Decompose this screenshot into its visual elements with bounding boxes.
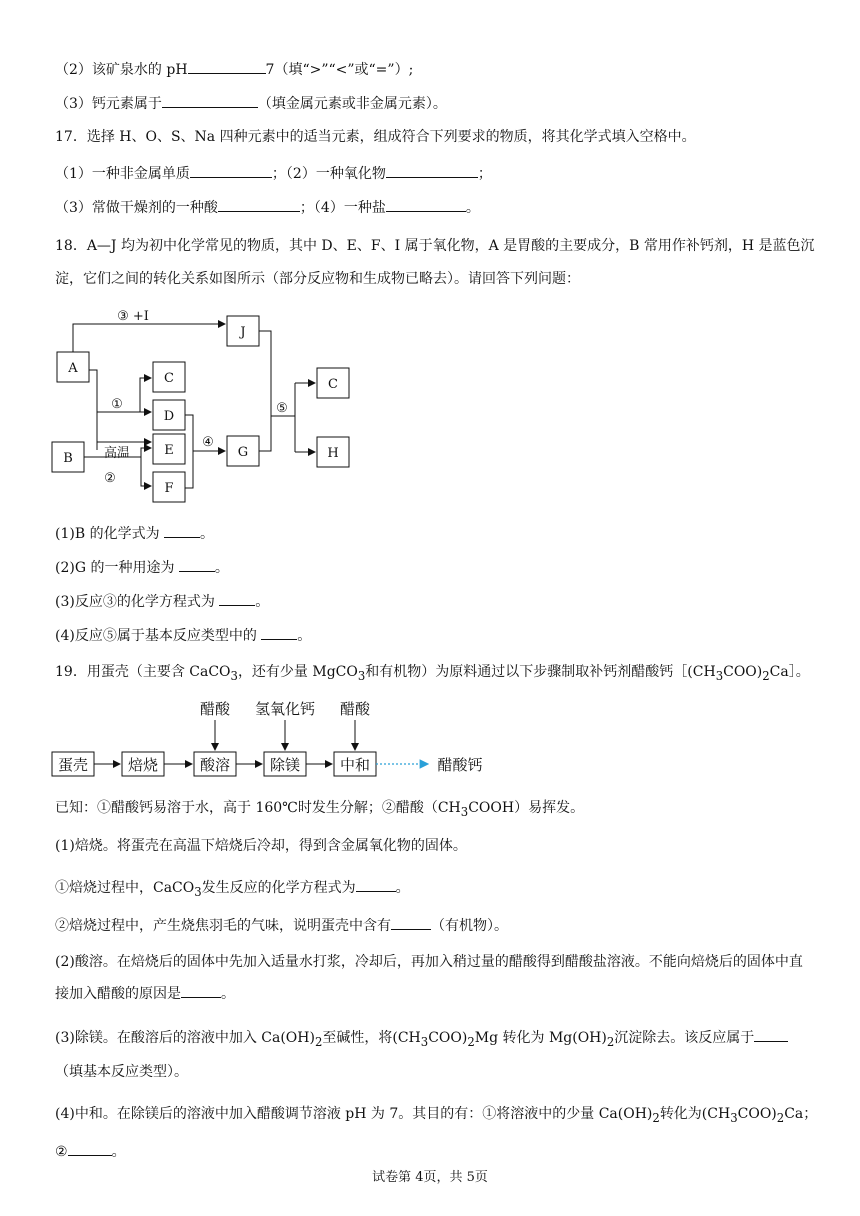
conversion-diagram	[45, 300, 375, 505]
page-footer: 试卷第 4页，共 5页	[372, 1170, 488, 1185]
step-4-q2: ② 。	[55, 1140, 126, 1162]
q17-3: （3）常做干燥剂的一种酸 ；（4）一种盐 。	[55, 196, 480, 218]
answer-blank[interactable]	[188, 58, 266, 74]
step-acid-dissolve: 酸溶	[199, 756, 231, 774]
answer-blank[interactable]	[190, 162, 272, 178]
step-1-q2: ②焙烧过程中，产生烧焦羽毛的气味，说明蛋壳中含有 （有机物）。	[55, 914, 508, 936]
step-eggshell: 蛋壳	[57, 756, 89, 774]
q18-1: (1)B 的化学式为 。	[55, 522, 214, 544]
q18-stem: 18．A—J 均为初中化学常见的物质，其中 D、E、F、I 属于氧化物，A 是胃酸的主要成分，B 常用作补钙剂，H 是蓝色沉淀，它们之间的转化关系如图所示（部分反应物和生成物已略去）。请回答下列问题：	[55, 238, 815, 287]
label-reaction-4: ④	[202, 435, 214, 450]
known-info: 已知：①醋酸钙易溶于水，高于 160℃时发生分解；②醋酸$(CH_3COOH)$易挥发。	[55, 800, 585, 819]
q17-1: （1）一种非金属单质 ；（2）一种氧化物 ；	[55, 162, 492, 184]
step-4: (4)中和。在除镁后的溶液中加入醋酸调节溶液 pH 为 7。其目的有：①将溶液中的少量 $Ca(OH)_2$转化为$(CH_3COO)_2Ca$；	[55, 1106, 818, 1125]
node-d: D	[163, 409, 175, 424]
answer-blank[interactable]	[162, 92, 258, 108]
product-calcium-acetate: 醋酸钙	[437, 756, 483, 774]
label-gaowen: 高温	[103, 446, 131, 461]
answer-blank[interactable]	[386, 196, 466, 212]
input-calcium-hydroxide: 氢氧化钙	[254, 700, 316, 718]
q18-3: (3)反应③的化学方程式为 。	[55, 590, 269, 612]
answer-blank[interactable]	[218, 196, 300, 212]
step-1: (1)焙烧。将蛋壳在高温下焙烧后冷却，得到含金属氧化物的固体。	[55, 838, 467, 854]
node-f: F	[164, 481, 174, 496]
step-2: (2)酸溶。在焙烧后的固体中先加入适量水打浆，冷却后，再加入稍过量的醋酸得到醋酸盐溶液。不能向焙烧后的固体中直接加入醋酸的原因是 。	[55, 954, 803, 1002]
node-g: G	[237, 445, 249, 460]
node-e: E	[164, 443, 174, 458]
q17-stem: 17．选择 H、O、S、Na 四种元素中的适当元素，组成符合下列要求的物质，将其化学式填入空格中。	[55, 129, 696, 145]
step-1-q1: ①焙烧过程中，CaCO$_3$发生反应的化学方程式为 。	[55, 876, 410, 902]
label-reaction-1: ①	[111, 397, 123, 412]
step-remove-mg: 除镁	[269, 756, 301, 774]
node-a: A	[68, 361, 78, 376]
node-c2: C	[328, 377, 338, 392]
node-j: J	[240, 325, 246, 340]
answer-blank[interactable]	[68, 1140, 112, 1156]
q16-2: （2）该矿泉水的 pH 7（填“>”“<”或“=”）;	[55, 58, 413, 80]
answer-blank[interactable]	[219, 590, 255, 606]
answer-blank[interactable]	[386, 162, 478, 178]
step-roast: 焙烧	[127, 756, 159, 774]
answer-blank[interactable]	[391, 914, 431, 930]
answer-blank[interactable]	[179, 556, 215, 572]
label-reaction-2: ②	[104, 471, 116, 486]
node-b: B	[63, 451, 73, 466]
process-flow-diagram	[50, 696, 500, 782]
step-3-note: （填基本反应类型）。	[55, 1064, 188, 1080]
q18-4: (4)反应⑤属于基本反应类型中的 。	[55, 624, 311, 646]
step-3: (3)除镁。在酸溶后的溶液中加入 $Ca(OH)_2$至碱性，将$(CH_3COO)_2Mg$ 转化为 $Mg(OH)_2$沉淀除去。该反应属于	[55, 1026, 788, 1052]
label-reaction-5: ⑤	[276, 401, 288, 416]
answer-blank[interactable]	[181, 982, 221, 998]
answer-blank[interactable]	[164, 522, 200, 538]
answer-blank[interactable]	[754, 1026, 788, 1042]
input-acetic-acid-1: 醋酸	[199, 700, 231, 718]
input-acetic-acid-2: 醋酸	[339, 700, 371, 718]
label-reaction-3: ③ +I	[117, 309, 149, 324]
answer-blank[interactable]	[261, 624, 297, 640]
answer-blank[interactable]	[356, 876, 396, 892]
node-c: C	[164, 371, 174, 386]
q19-stem: 19．用蛋壳（主要含 CaCO$_3$，还有少量 MgCO$_3$和有机物）为原料通过以下步骤制取补钙剂醋酸钙$[(CH_3COO)_2Ca]$。	[55, 664, 810, 683]
step-neutralize: 中和	[339, 756, 371, 774]
node-h: H	[327, 446, 339, 461]
q18-2: (2)G 的一种用途为 。	[55, 556, 229, 578]
q16-3: （3）钙元素属于 （填金属元素或非金属元素）。	[55, 92, 447, 114]
